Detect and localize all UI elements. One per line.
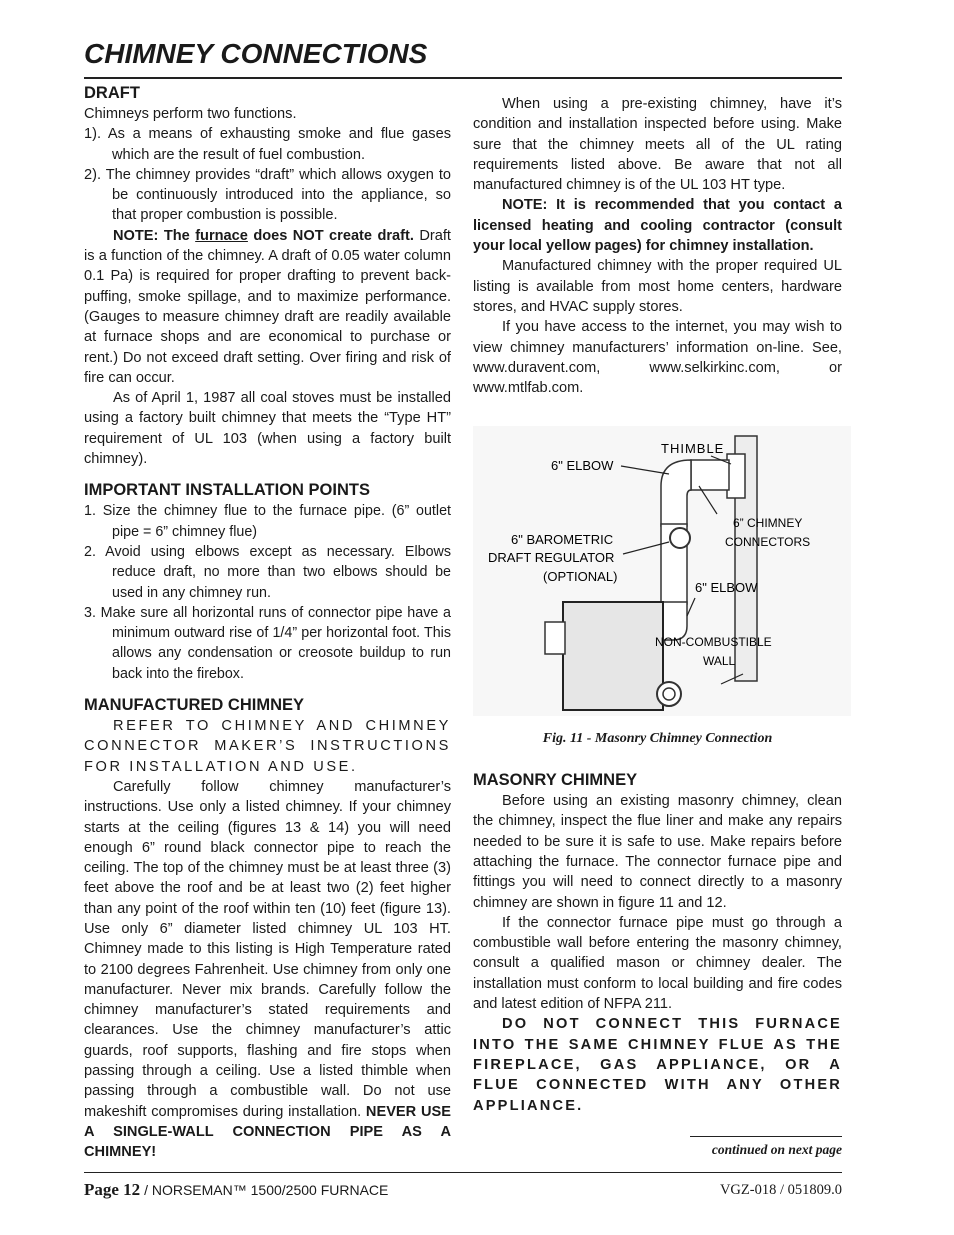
figure-caption: Fig. 11 - Masonry Chimney Connection [542,730,773,746]
draft-note-bold-end: does NOT create draft. [247,227,414,244]
label-wall-2: WALL [703,654,736,669]
furnace-door-icon [545,622,565,654]
figure-11 [473,426,851,749]
draft-intro: Chimneys perform two functions. [84,106,297,122]
right-column [473,94,842,1160]
right-paragraph-3: If you have access to the internet, you may wish to view chimney manufacturers’ information on-line. See, www.duravent.com, www.selkirkinc.com, or www.mtlfab.com. [473,319,842,397]
footer-left [84,1180,388,1200]
manufactured-warning: NEVER USE A SINGLE-WALL CONNECTION PIPE AS A CHIMNEY! [84,1103,451,1161]
product-name: / NORSEMAN™ 1500/2500 FURNACE [140,1182,389,1198]
document-code: VGZ-018 / 051809.0 [719,1182,842,1198]
install-list [84,501,451,684]
footer-rule [84,1172,842,1173]
furnace-icon [563,602,663,710]
right-note: NOTE: It is recommended that you contact a licensed heating and cooling contractor (consult your local yellow pages) for chimney installation. [473,197,842,255]
draft-function-list [84,124,451,225]
continued-text: continued on next page [690,1136,842,1160]
label-chimney-connectors-2: CONNECTORS [725,535,811,550]
install-item-1: 1. Size the chimney flue to the furnace pipe. (6” outlet pipe = 6” chimney flue) [84,503,451,540]
draft-note-furnace: furnace [195,227,248,244]
draft-note-paragraph [84,226,451,388]
continued-note [473,1136,842,1160]
draft-item-2: 2). The chimney provides “draft” which allows oxygen to be continuously introduced into the appliance, so that proper combustion is possible. [84,166,451,224]
label-thimble: THIMBLE [661,441,725,457]
install-item-2: 2. Avoid using elbows except as necessary. Elbows reduce draft, no more than two elbows should be used in any chimney run. [84,543,451,601]
install-item-3: 3. Make sure all horizontal runs of connector pipe have a minimum outward rise of 1/4” per horizontal foot. This allows any condensation or creosote buildup to run back into the firebox. [84,604,451,682]
right-paragraph-2: Manufactured chimney with the proper required UL listing is available from most home centers, hardware stores, and HVAC supply stores. [473,258,842,315]
label-barometric-2: DRAFT REGULATOR [488,550,615,566]
left-column [84,82,451,1163]
top-connector-pipe [691,460,729,490]
manufactured-body-text: Carefully follow chimney manufacturer’s instructions. Use only a listed chimney. If your chimney starts at the ceiling (figures 13 & 14) you will need enough 6” round black connector pipe to reach the ceiling. The top of the chimney must be at least three (3) feet above the roof and be at least two (2) feet higher than any point of the roof within ten (10) feet (figure 13). Use only 6” diameter listed chimney UL 103 HT. Chimney made to this listing is High Temperature rated to 2100 degrees Fahrenheit. Use chimney from only one manufacturer. Never mix brands. Carefully follow the chimney manufacturer’s stated requirements and clearances. Use the chimney manufacturer’s attic guards, roof supports, flashing and fire stops when passing through a ceiling. Use a listed thimble when passing through a combustible wall. Do not use makeshift compromises during installation. [84,778,451,1120]
label-barometric-1: 6" BAROMETRIC [511,532,614,548]
top-elbow-icon [661,460,691,526]
masonry-paragraph-1: Before using an existing masonry chimney, clean the chimney, inspect the flue liner and make any repairs needed to be sure it is safe to use. Make repairs before attaching the furnace. The connector furnace pipe and fittings you will need to connect directly to a masonry chimney are shown in figure 11 and 12. [473,793,842,911]
barometric-regulator-icon [670,528,690,548]
draft-note-text: Draft is a function of the chimney. A draft of 0.05 water column 0.1 Pa) is required for proper drafting to prevent back-puffing, smoke spillage, and to maximize performance. (Gauges to measure chimney draft are readily available at furnace shops and are economical to purchase or rent.) Do not exceed draft setting. Over firing and risk of fire can occur. [84,227,451,386]
label-chimney-connectors-1: 6” CHIMNEY [733,516,803,531]
label-wall-1: NON-COMBUSTIBLE [655,635,772,650]
draft-note-label: NOTE: The [113,227,196,244]
label-barometric-3: (OPTIONAL) [543,569,618,585]
masonry-warning: DO NOT CONNECT THIS FURNACE INTO THE SAME CHIMNEY FLUE AS THE FIREPLACE, GAS APPLIANCE, OR A FLUE CONNECTED WITH ANY OTHER APPLIANCE. [473,1016,842,1114]
label-elbow-top: 6" ELBOW [551,458,614,474]
manufactured-body [84,777,451,1163]
masonry-paragraph-2: If the connector furnace pipe must go through a combustible wall before entering the masonry chimney, consult a qualified mason or chimney dealer. The installation must conform to local building and fire codes and latest edition of NFPA 211. [473,914,842,1013]
manufactured-refer: REFER TO CHIMNEY AND CHIMNEY CONNECTOR MAKER’S INSTRUCTIONS FOR INSTALLATION AND USE. [84,718,451,775]
masonry-chimney-diagram [473,426,851,716]
draft-heading: DRAFT [84,84,140,102]
page-number: Page 12 [84,1180,141,1199]
cleanout-icon [657,682,681,706]
page-title: CHIMNEY CONNECTIONS [84,38,428,69]
label-elbow-bottom: 6" ELBOW [695,580,758,596]
draft-april-paragraph: As of April 1, 1987 all coal stoves must be installed using a factory built chimney that meets the “Type HT” requirement of UL 103 (when using a factory built chimney). [84,390,451,468]
right-paragraph-1: When using a pre-existing chimney, have it’s condition and installation inspected before using. Make sure that the chimney meets all of the UL rating requirements listed above. Be aware that not all manufactured chimney is of the UL 103 HT type. [473,96,842,194]
masonry-heading: MASONRY CHIMNEY [473,771,638,790]
draft-item-1: 1). As a means of exhausting smoke and flue gases which are the result of fuel combustion. [84,126,451,163]
title-rule [84,77,842,79]
install-heading: IMPORTANT INSTALLATION POINTS [84,481,370,500]
manufactured-heading: MANUFACTURED CHIMNEY [84,696,304,715]
